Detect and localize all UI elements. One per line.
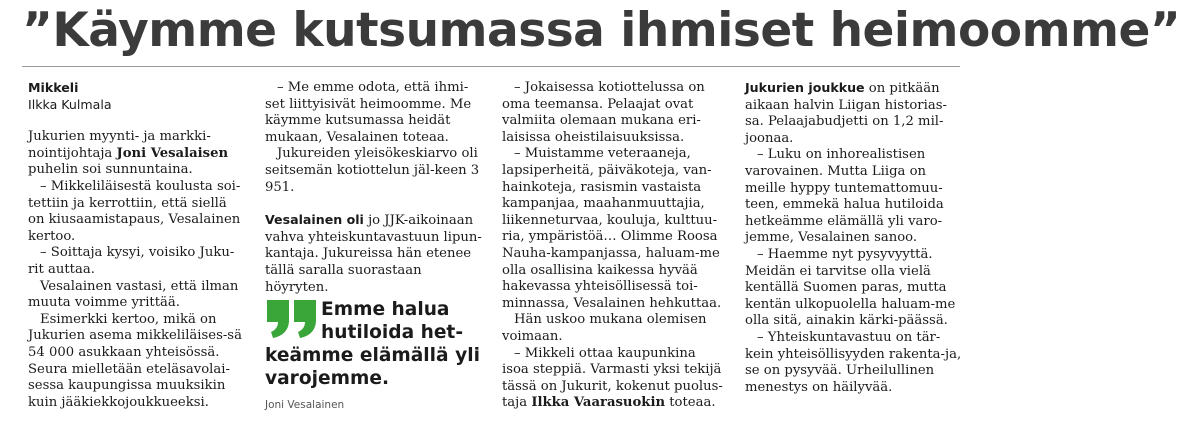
section-lead: Vesalainen oli — [265, 212, 364, 228]
paragraph: – Yhteiskuntavastuu on tär-kein yhteisöllisyyden rakenta-ja, se on pysyvää. Urheilullinen menestys on häilyvää. — [745, 329, 962, 395]
paragraph: – Soittaja kysyi, voisiko Juku-rit auttaa. — [28, 245, 235, 277]
paragraph-text: – Mikkeli ottaa kaupunkina isoa steppiä. Varmasti yksi tekijä tässä on Jukurit, kokenut puolus-taja — [502, 345, 723, 411]
paragraph: – Luku on inhorealistisen varovainen. Mutta Liiga on meille hyppy tuntemattomuu-teen, emmekä halua hutiloida hetkeämme elämällä yli varo-jemme, Vesalainen sanoo. — [745, 147, 944, 246]
article-column-3 — [502, 80, 724, 412]
pull-quote-line: keämme elämällä yli — [265, 345, 480, 366]
paragraph: – Haemme nyt pysyvyyttä. Meidän ei tarvitse olla vielä kentällä Suomen paras, mutta kentän ulkopuolella haluam-me olla sitä, ainakin kärki-päässä. — [745, 246, 956, 329]
pull-quote-line: hutiloida het- — [321, 322, 464, 343]
quote-mark-icon — [265, 298, 319, 338]
headline: ”Käymme kutsumassa ihmiset heimoomme” — [22, 3, 1180, 58]
paragraph-text: jo JJK-aikoinaan vahva yhteiskuntavastuun lipun-kantaja. Jukureissa hän etenee tällä saralla suorastaan höyryten. — [265, 213, 482, 295]
paragraph-text: toteaa. — [665, 395, 716, 411]
paragraph: – Mikkeliläisestä koulusta soi-tettiin ja kerrottiin, että siellä on kiusaamistapaus, Vesalainen kertoo. — [28, 178, 241, 244]
byline-author: Ilkka Kulmala — [28, 96, 112, 112]
pull-quote-line: varojemme. — [265, 368, 390, 389]
paragraph — [28, 129, 246, 179]
pull-quote — [265, 298, 485, 411]
section-lead: Jukurien joukkue — [745, 80, 865, 95]
paragraph-text: Jukurien myynti- ja markki-nointijohtaja — [28, 129, 211, 161]
article-column-2 — [265, 80, 483, 296]
paragraph: Hän uskoo mukana olemisen voimaan. — [502, 312, 707, 344]
pull-quote-source: Joni Vesalainen — [265, 399, 345, 411]
paragraph-text: on pitkään aikaan halvin Liigan historias-sa. Pelaajabudjetti on 1,2 mil-joonaa. — [745, 81, 947, 146]
paragraph — [745, 80, 963, 147]
spacer — [265, 196, 483, 212]
headline-rule — [22, 66, 960, 67]
paragraph: – Me emme odota, että ihmi-set liittyisivät heimoomme. Me käymme kutsumassa heidät mukaan, Vesalainen toteaa. — [265, 80, 472, 145]
article-column-4 — [745, 80, 963, 396]
person-name: Ilkka Vaarasuokin — [531, 395, 666, 411]
pull-quote-line: Emme halua — [321, 299, 450, 320]
paragraph-text: puhelin soi sunnuntaina. — [28, 162, 193, 178]
paragraph — [265, 212, 483, 296]
paragraph: Jukureiden yleisökeskiarvo oli seitsemän kotiottelun jäl-keen 3 951. — [265, 146, 480, 195]
person-name: Joni Vesalaisen — [116, 145, 229, 161]
byline-place: Mikkeli — [28, 80, 79, 95]
paragraph: Esimerkki kertoo, mikä on Jukurien asema mikkeliläises-sä 54 000 asukkaan yhteisössä. Seura mielletään eteläsavolai-sessa kaupungissa muuksikin kuin jääkiekkojoukkueeksi. — [28, 311, 242, 410]
paragraph: Vesalainen vastasi, että ilman muuta voimme yrittää. — [28, 278, 239, 311]
spacer — [28, 113, 246, 129]
paragraph: – Jokaisessa kotiottelussa on oma teemansa. Pelaajat ovat valmiita olemaan mukana eri-laisissa oheistilaisuuksissa. — [502, 80, 705, 145]
article-column-1 — [28, 80, 246, 411]
paragraph: – Muistamme veteraaneja, lapsiperheitä, päiväkoteja, van-hainkoteja, rasismin vastaista kampanjaa, maahanmuuttajia, liikenneturvaa, kouluja, kulttuu-ria, ympäristöä… Olimme Roosa Nauha-kampanjassa, haluam-me olla osallisina kaikessa hyvää hakevassa yhteisöllisessä toi-minnassa, Vesalainen hehkuttaa. — [502, 146, 722, 311]
paragraph — [502, 346, 724, 412]
